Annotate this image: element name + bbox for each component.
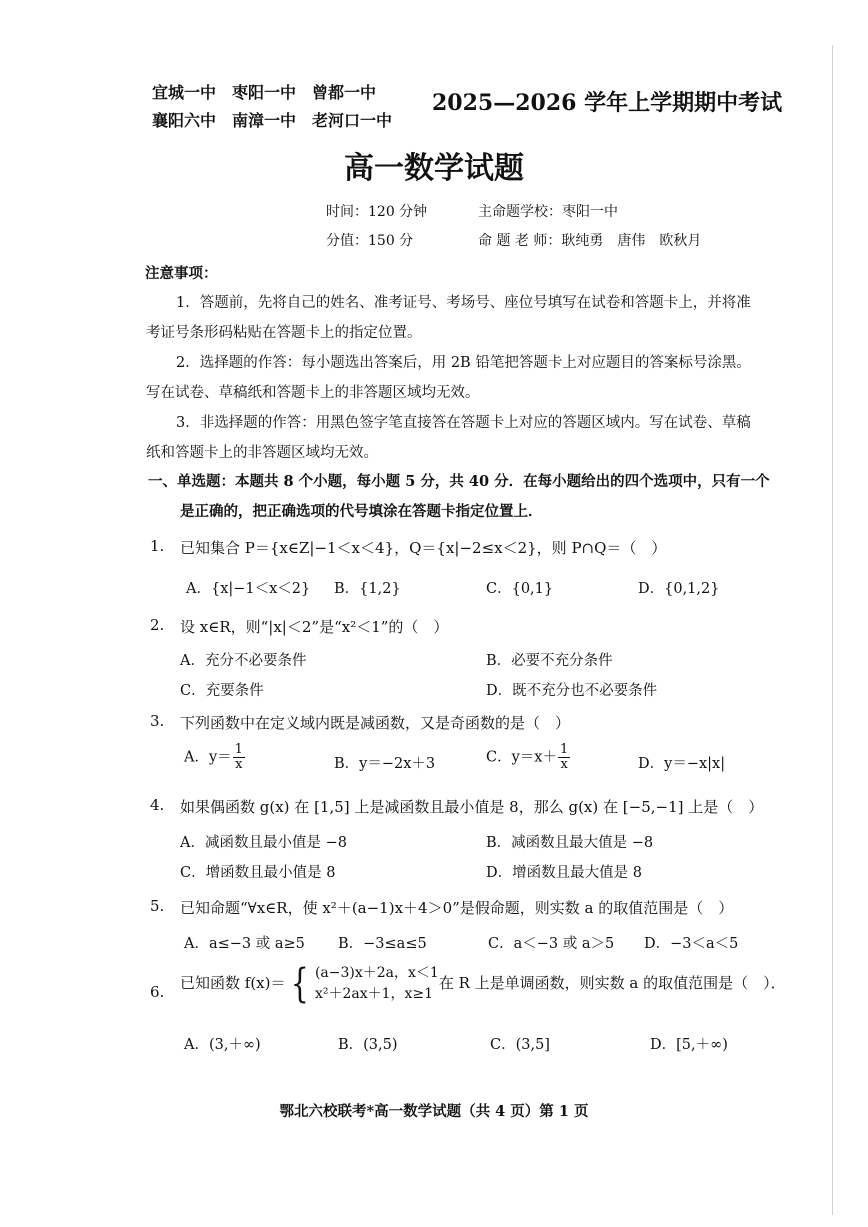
question-1-option-a: A．{x|−1＜x＜2} — [186, 581, 311, 597]
question-6-number: 6. — [150, 983, 165, 1001]
notes-heading: 注意事项： — [145, 265, 218, 282]
page-edge — [832, 45, 833, 1215]
piecewise-case-1: (a−3)x＋2a，x＜1 — [314, 965, 439, 981]
question-3-number: 3. — [150, 712, 165, 730]
section-1-line-2: 是正确的，把正确选项的代号填涂在答题卡指定位置上． — [180, 503, 543, 520]
question-6-option-d: D．[5,＋∞) — [650, 1037, 728, 1053]
section-1-line-1: 一、单选题：本题共 8 个小题，每小题 5 分，共 40 分．在每小题给出的四个选项中，只有一个 — [148, 473, 770, 490]
question-4-number: 4. — [150, 796, 165, 814]
question-2-stem: 设 x∈R，则“|x|＜2”是“x²＜1”的（ ） — [180, 618, 449, 636]
option-a-label: A．y＝ — [184, 749, 232, 766]
question-5-stem: 已知命题“∀x∈R，使 x²＋(a−1)x＋4＞0”是假命题，则实数 a 的取值范围是（ ） — [180, 899, 734, 917]
question-5-option-c: C．a＜−3 或 a＞5 — [488, 936, 615, 952]
question-1-option-d: D．{0,1,2} — [638, 581, 720, 597]
question-3-option-b: B．y＝−2x＋3 — [334, 756, 436, 772]
question-4-option-c: C．增函数且最小值是 8 — [180, 865, 336, 881]
question-3-option-d: D．y＝−x|x| — [638, 756, 726, 772]
question-2-option-c: C．充要条件 — [180, 683, 264, 699]
question-4-option-a: A．减函数且最小值是 −8 — [180, 835, 347, 851]
question-2-option-a: A．充分不必要条件 — [180, 653, 307, 669]
note-2-line-2: 写在试卷、草稿纸和答题卡上的非答题区域均无效。 — [146, 385, 480, 401]
question-5-option-d: D．−3＜a＜5 — [644, 936, 739, 952]
question-2-option-b: B．必要不充分条件 — [486, 653, 613, 669]
fraction — [558, 743, 570, 772]
schools-row-2: 襄阳六中 南漳一中 老河口一中 — [152, 111, 393, 130]
question-3-stem: 下列函数中在定义域内既是减函数，又是奇函数的是（ ） — [180, 714, 571, 732]
exam-time: 时间：120 分钟 — [326, 204, 428, 220]
exam-score: 分值：150 分 — [326, 233, 414, 249]
question-5-option-a: A．a≤−3 或 a≥5 — [184, 936, 305, 952]
question-1-number: 1. — [150, 537, 165, 555]
question-3-option-c — [486, 743, 571, 772]
schools-row-1: 宜城一中 枣阳一中 曾都一中 — [152, 83, 377, 102]
question-6-option-b: B．(3,5) — [338, 1037, 398, 1053]
question-1-option-b: B．{1,2} — [334, 581, 401, 597]
question-6-stem-post: 在 R 上是单调函数，则实数 a 的取值范围是（ ）． — [438, 974, 786, 992]
piecewise-cases — [315, 963, 439, 1005]
lead-school: 主命题学校：枣阳一中 — [478, 204, 618, 220]
note-3-line-1: 3．非选择题的作答：用黑色签字笔直接答在答题卡上对应的答题区域内。写在试卷、草稿 — [176, 415, 751, 431]
note-1-line-2: 考证号条形码粘贴在答题卡上的指定位置。 — [146, 325, 422, 341]
question-4-option-d: D．增函数且最大值是 8 — [486, 865, 642, 881]
exam-teachers: 命 题 老 师：耿纯勇 唐伟 欧秋月 — [478, 233, 702, 249]
page-title: 高一数学试题 — [344, 151, 524, 186]
piecewise-case-2: x²＋2ax＋1，x≥1 — [314, 986, 434, 1002]
question-2-option-d: D．既不充分也不必要条件 — [486, 683, 658, 699]
exam-name: 2025—2026 学年上学期期中考试 — [432, 90, 783, 116]
page-footer: 鄂北六校联考*高一数学试题（共 4 页）第 1 页 — [279, 1103, 589, 1120]
question-4-stem: 如果偶函数 g(x) 在 [1,5] 上是减函数且最小值是 8，那么 g(x) 在 [−5,−1] 上是（ ） — [180, 798, 764, 816]
question-6-stem — [180, 963, 786, 1005]
question-4-option-b: B．减函数且最大值是 −8 — [486, 835, 654, 851]
question-1-stem: 已知集合 P＝{x∈Z|−1＜x＜4}，Q＝{x|−2≤x＜2}，则 P∩Q＝（ ） — [180, 539, 667, 557]
note-1-line-1: 1．答题前，先将自己的姓名、准考证号、考场号、座位号填写在试卷和答题卡上，并将准 — [176, 295, 751, 311]
fraction-numerator: 1 — [559, 742, 569, 757]
question-5-number: 5. — [150, 897, 165, 915]
question-6-stem-pre: 已知函数 f(x)＝ — [180, 974, 286, 992]
fraction-denominator: x — [235, 757, 243, 772]
fraction — [233, 743, 245, 772]
note-3-line-2: 纸和答题卡上的非答题区域均无效。 — [146, 445, 378, 461]
question-3-option-a — [184, 743, 246, 772]
question-2-number: 2. — [150, 616, 165, 634]
fraction-numerator: 1 — [234, 742, 243, 757]
question-1-option-c: C．{0,1} — [486, 581, 554, 597]
left-brace-icon: { — [291, 961, 310, 1007]
question-5-option-b: B．−3≤a≤5 — [338, 936, 427, 952]
question-6-option-c: C．(3,5] — [490, 1037, 550, 1053]
option-c-label: C．y＝x＋ — [486, 749, 557, 766]
note-2-line-1: 2．选择题的作答：每小题选出答案后，用 2B 铅笔把答题卡上对应题目的答案标号涂黑。 — [176, 355, 751, 371]
question-6-option-a: A．(3,＋∞) — [184, 1037, 261, 1053]
fraction-denominator: x — [560, 757, 568, 772]
